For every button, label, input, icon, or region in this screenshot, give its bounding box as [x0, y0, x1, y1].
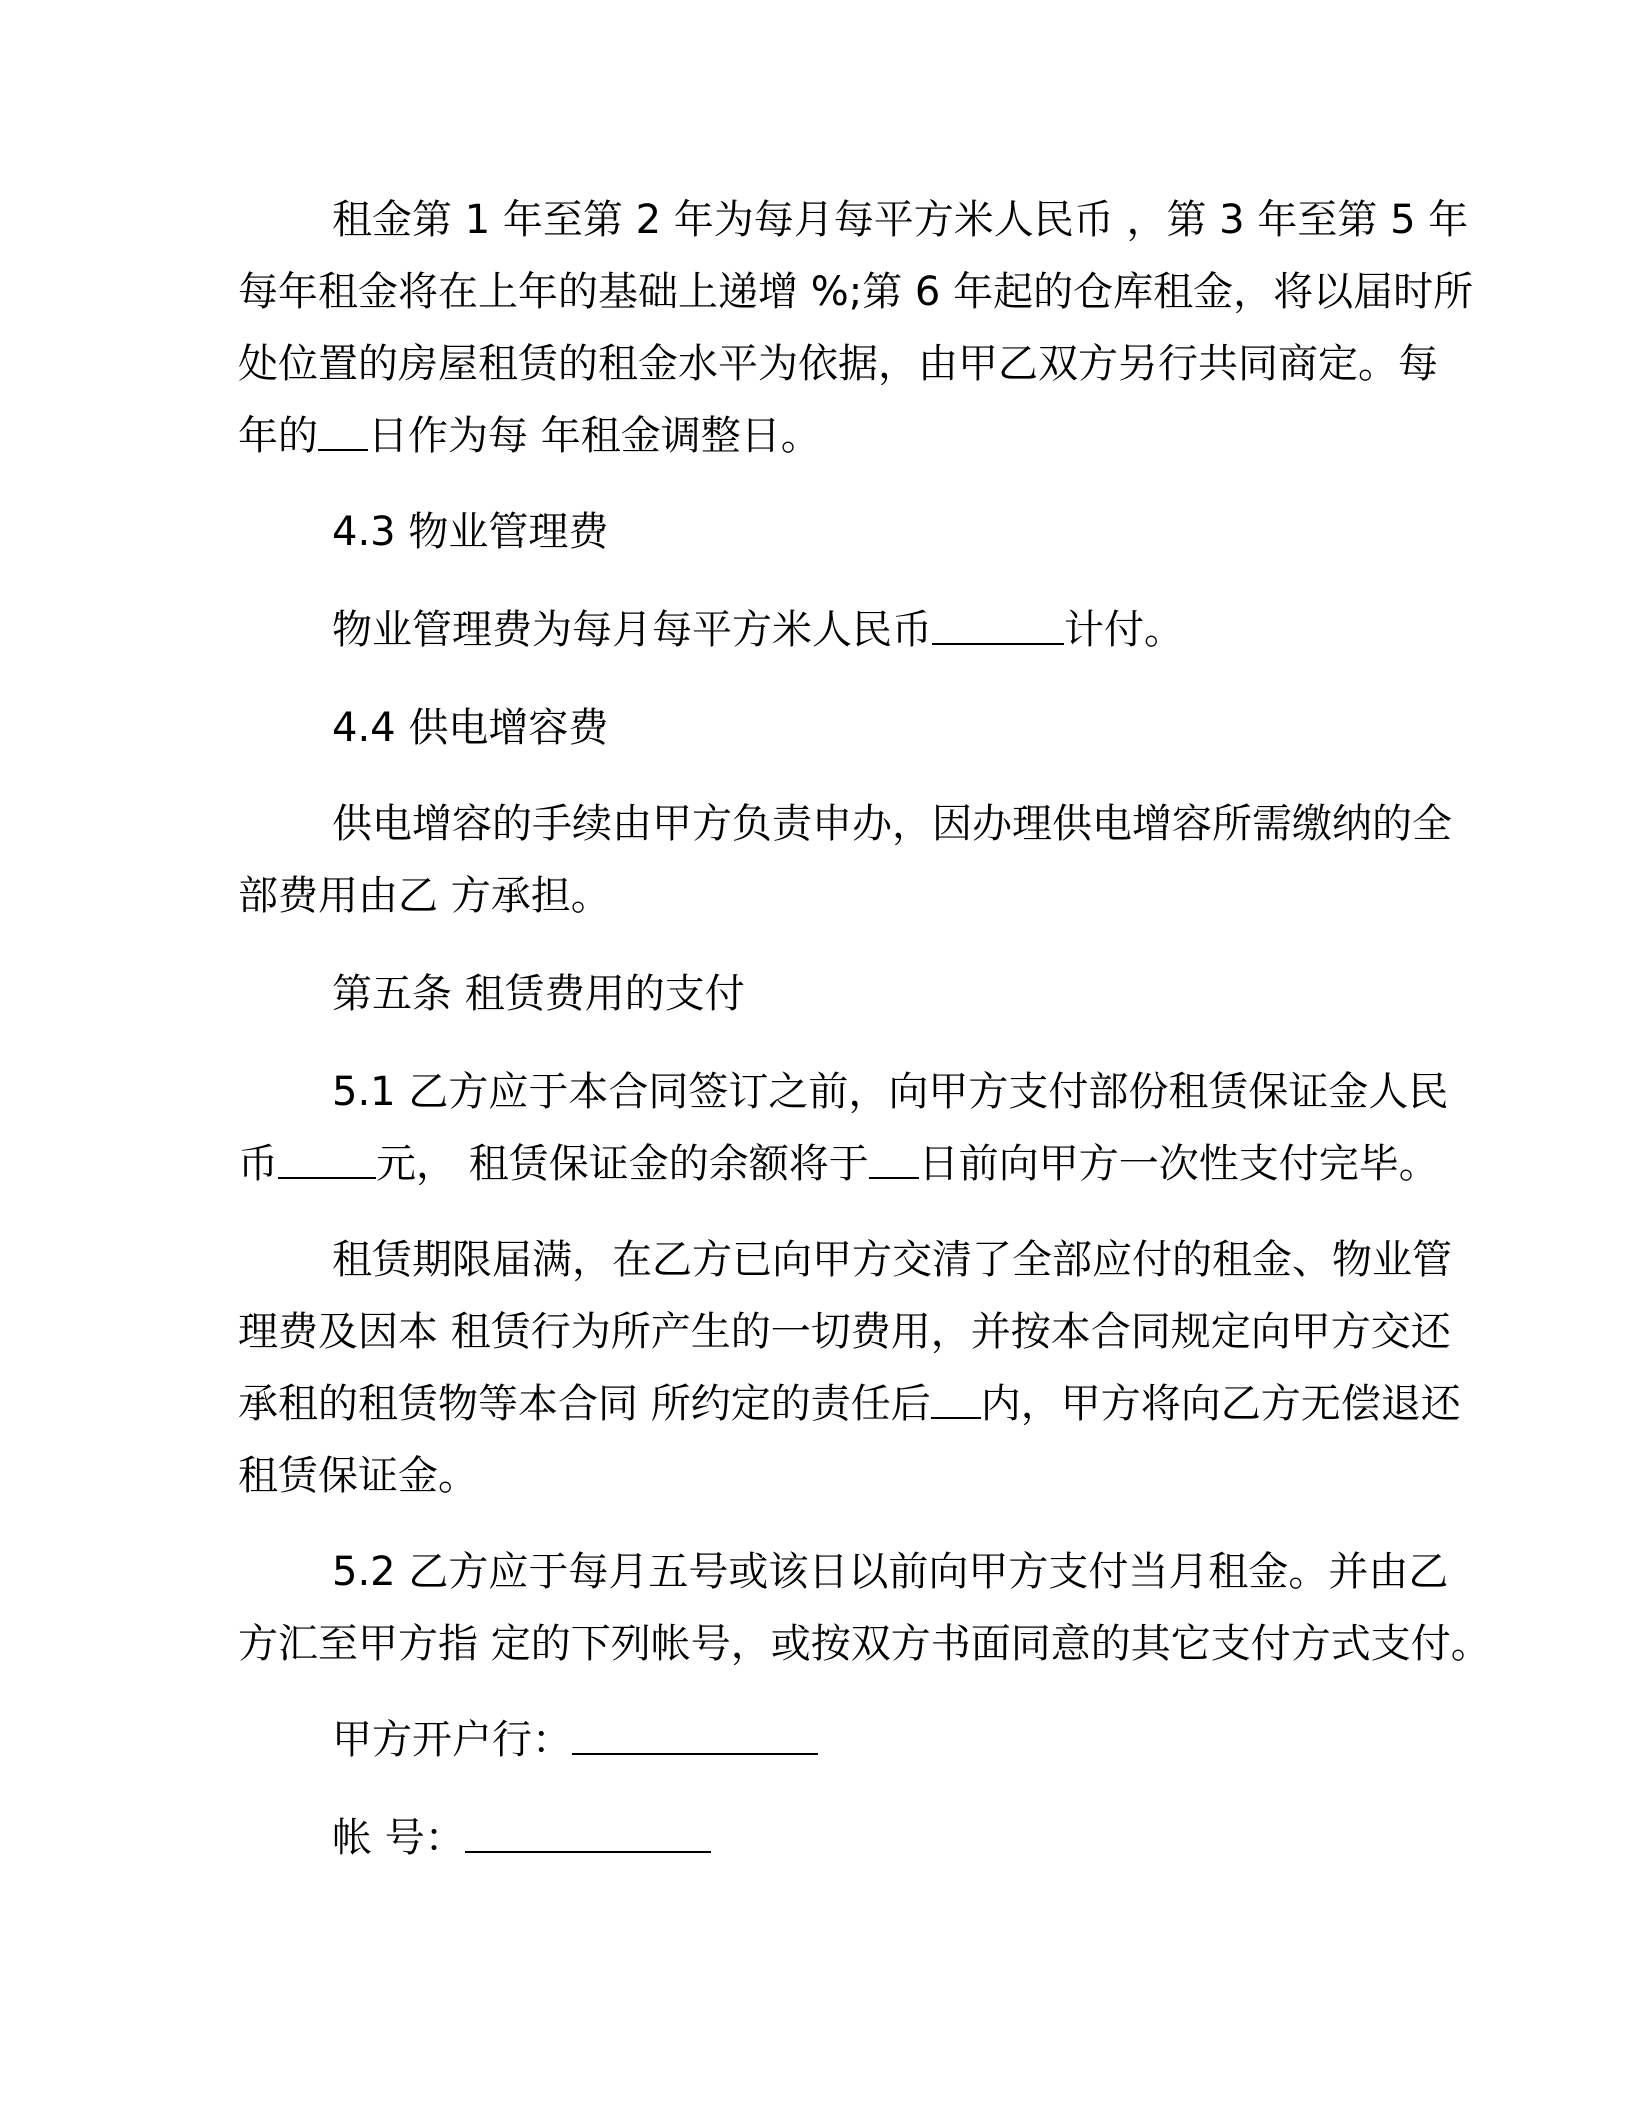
paragraph-5-2-line-1: 5.2 乙方应于每月五号或该日以前向甲方支付当月租金。并由乙 [332, 1549, 1449, 1595]
text-segment: 日前向甲方一次性支付完毕。 [918, 1141, 1439, 1187]
paragraph-rent-line-2: 每年租金将在上年的基础上递增 %;第 6 年起的仓库租金，将以届时所 [238, 269, 1474, 315]
paragraph-5-1-line-2 [238, 1140, 1439, 1188]
account-blank-field [465, 1815, 711, 1853]
paragraph-rent-line-3: 处位置的房屋租赁的租金水平为依据，由甲乙双方另行共同商定。每 [238, 341, 1438, 387]
blank-field [869, 1141, 919, 1179]
text-segment: 计付。 [1064, 607, 1184, 653]
blank-field [932, 607, 1064, 645]
bank-field-row [332, 1716, 818, 1764]
text-segment: 元， 租赁保证金的余额将于 [376, 1141, 869, 1187]
text-segment: 内，甲方将向乙方无偿退还 [980, 1381, 1461, 1427]
account-field-row [332, 1814, 711, 1862]
paragraph-rent-line-4 [238, 412, 821, 460]
text-segment: 日作为每 年租金调整日。 [368, 413, 821, 459]
paragraph-power-line-1: 供电增容的手续由甲方负责申办，因办理供电增容所需缴纳的全 [332, 801, 1452, 847]
blank-field [318, 413, 368, 451]
paragraph-5-2-line-2: 方汇至甲方指 定的下列帐号，或按双方书面同意的其它支付方式支付。 [238, 1621, 1491, 1667]
paragraph-deposit-line-4: 租赁保证金。 [238, 1453, 478, 1499]
bank-label: 甲方开户行： [332, 1717, 572, 1763]
text-segment: 币 [238, 1141, 278, 1187]
text-segment: 年的 [238, 413, 318, 459]
account-label: 帐 号： [332, 1815, 465, 1861]
paragraph-rent-line-1: 租金第 1 年至第 2 年为每月每平方米人民币 ，第 3 年至第 5 年 [332, 197, 1469, 243]
section-heading-4-4: 4.4 供电增容费 [332, 705, 609, 751]
article-heading-5: 第五条 租赁费用的支付 [332, 971, 745, 1017]
bank-blank-field [572, 1717, 818, 1755]
blank-field [278, 1141, 376, 1179]
paragraph-deposit-line-2: 理费及因本 租赁行为所产生的一切费用，并按本合同规定向甲方交还 [238, 1309, 1451, 1355]
blank-field [931, 1381, 981, 1419]
paragraph-power-line-2: 部费用由乙 方承担。 [238, 873, 611, 919]
paragraph-deposit-line-1: 租赁期限届满，在乙方已向甲方交清了全部应付的租金、物业管 [332, 1237, 1452, 1283]
text-segment: 物业管理费为每月每平方米人民币 [332, 607, 932, 653]
paragraph-property-fee [332, 606, 1184, 654]
text-segment: 承租的租赁物等本合同 所约定的责任后 [238, 1381, 931, 1427]
section-heading-4-3: 4.3 物业管理费 [332, 509, 609, 555]
paragraph-5-1-line-1: 5.1 乙方应于本合同签订之前，向甲方支付部份租赁保证金人民 [332, 1069, 1449, 1115]
paragraph-deposit-line-3 [238, 1380, 1461, 1428]
